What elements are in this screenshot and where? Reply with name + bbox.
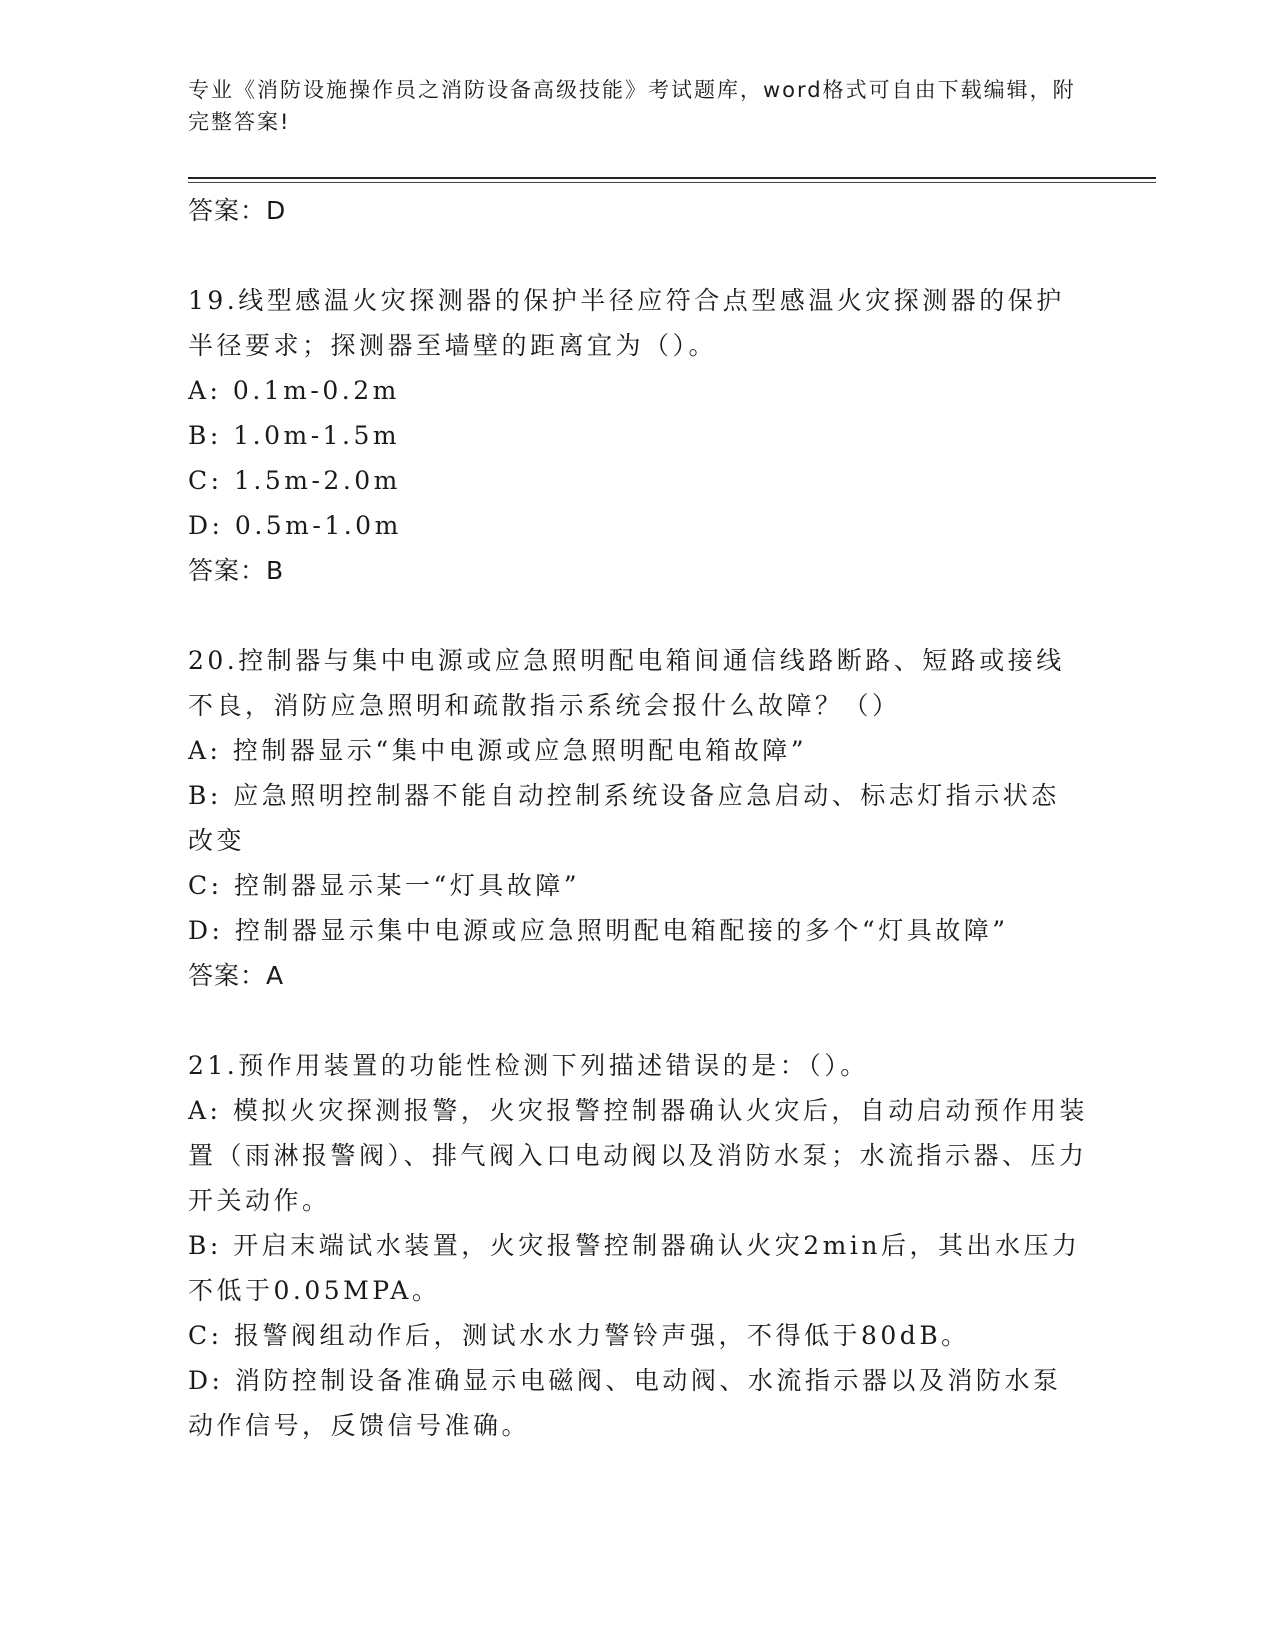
question-text: 21.预作用装置的功能性检测下列描述错误的是：（）。 [188,1051,869,1080]
option-b: B: 开启末端试水装置，火灾报警控制器确认火灾2min后，其出水压力不低于0.05MPA。 [188,1231,1081,1305]
option-c: C: 1.5m-2.0m [188,466,401,495]
page-header: 专业《消防设施操作员之消防设备高级技能》考试题库，word格式可自由下载编辑，附完整答案! [188,78,1076,134]
option-a: A: 0.1m-0.2m [188,376,400,405]
spacer [188,998,1088,1043]
spacer [188,233,1088,278]
document-body [188,188,1088,1448]
header-divider-thin [188,182,1156,183]
question-21 [188,1043,1088,1448]
option-b: B: 应急照明控制器不能自动控制系统设备应急启动、标志灯指示状态改变 [188,781,1060,855]
option-c: C: 报警阀组动作后，测试水水力警铃声强，不得低于80dB。 [188,1321,970,1350]
question-20 [188,638,1088,998]
answer-line: 答案：D [188,196,287,225]
answer-line: 答案：B [188,556,285,585]
question-text: 20.控制器与集中电源或应急照明配电箱间通信线路断路、短路或接线不良，消防应急照明和疏散指示系统会报什么故障？（） [188,646,1065,720]
question-text: 19.线型感温火灾探测器的保护半径应符合点型感温火灾探测器的保护半径要求；探测器至墙壁的距离宜为（）。 [188,286,1065,360]
spacer [188,593,1088,638]
option-b: B: 1.0m-1.5m [188,421,401,450]
option-d: D: 控制器显示集中电源或应急照明配电箱配接的多个“灯具故障” [188,916,1009,945]
answer-line: 答案：A [188,961,285,990]
option-d: D: 消防控制设备准确显示电磁阀、电动阀、水流指示器以及消防水泵动作信号，反馈信号准确。 [188,1366,1062,1440]
header-divider [188,177,1156,179]
question-19 [188,278,1088,593]
option-a: A: 模拟火灾探测报警，火灾报警控制器确认火灾后，自动启动预作用装置（雨淋报警阀）、排气阀入口电动阀以及消防水泵；水流指示器、压力开关动作。 [188,1096,1088,1215]
option-c: C: 控制器显示某一“灯具故障” [188,871,581,900]
option-a: A: 控制器显示“集中电源或应急照明配电箱故障” [188,736,807,765]
option-d: D: 0.5m-1.0m [188,511,402,540]
